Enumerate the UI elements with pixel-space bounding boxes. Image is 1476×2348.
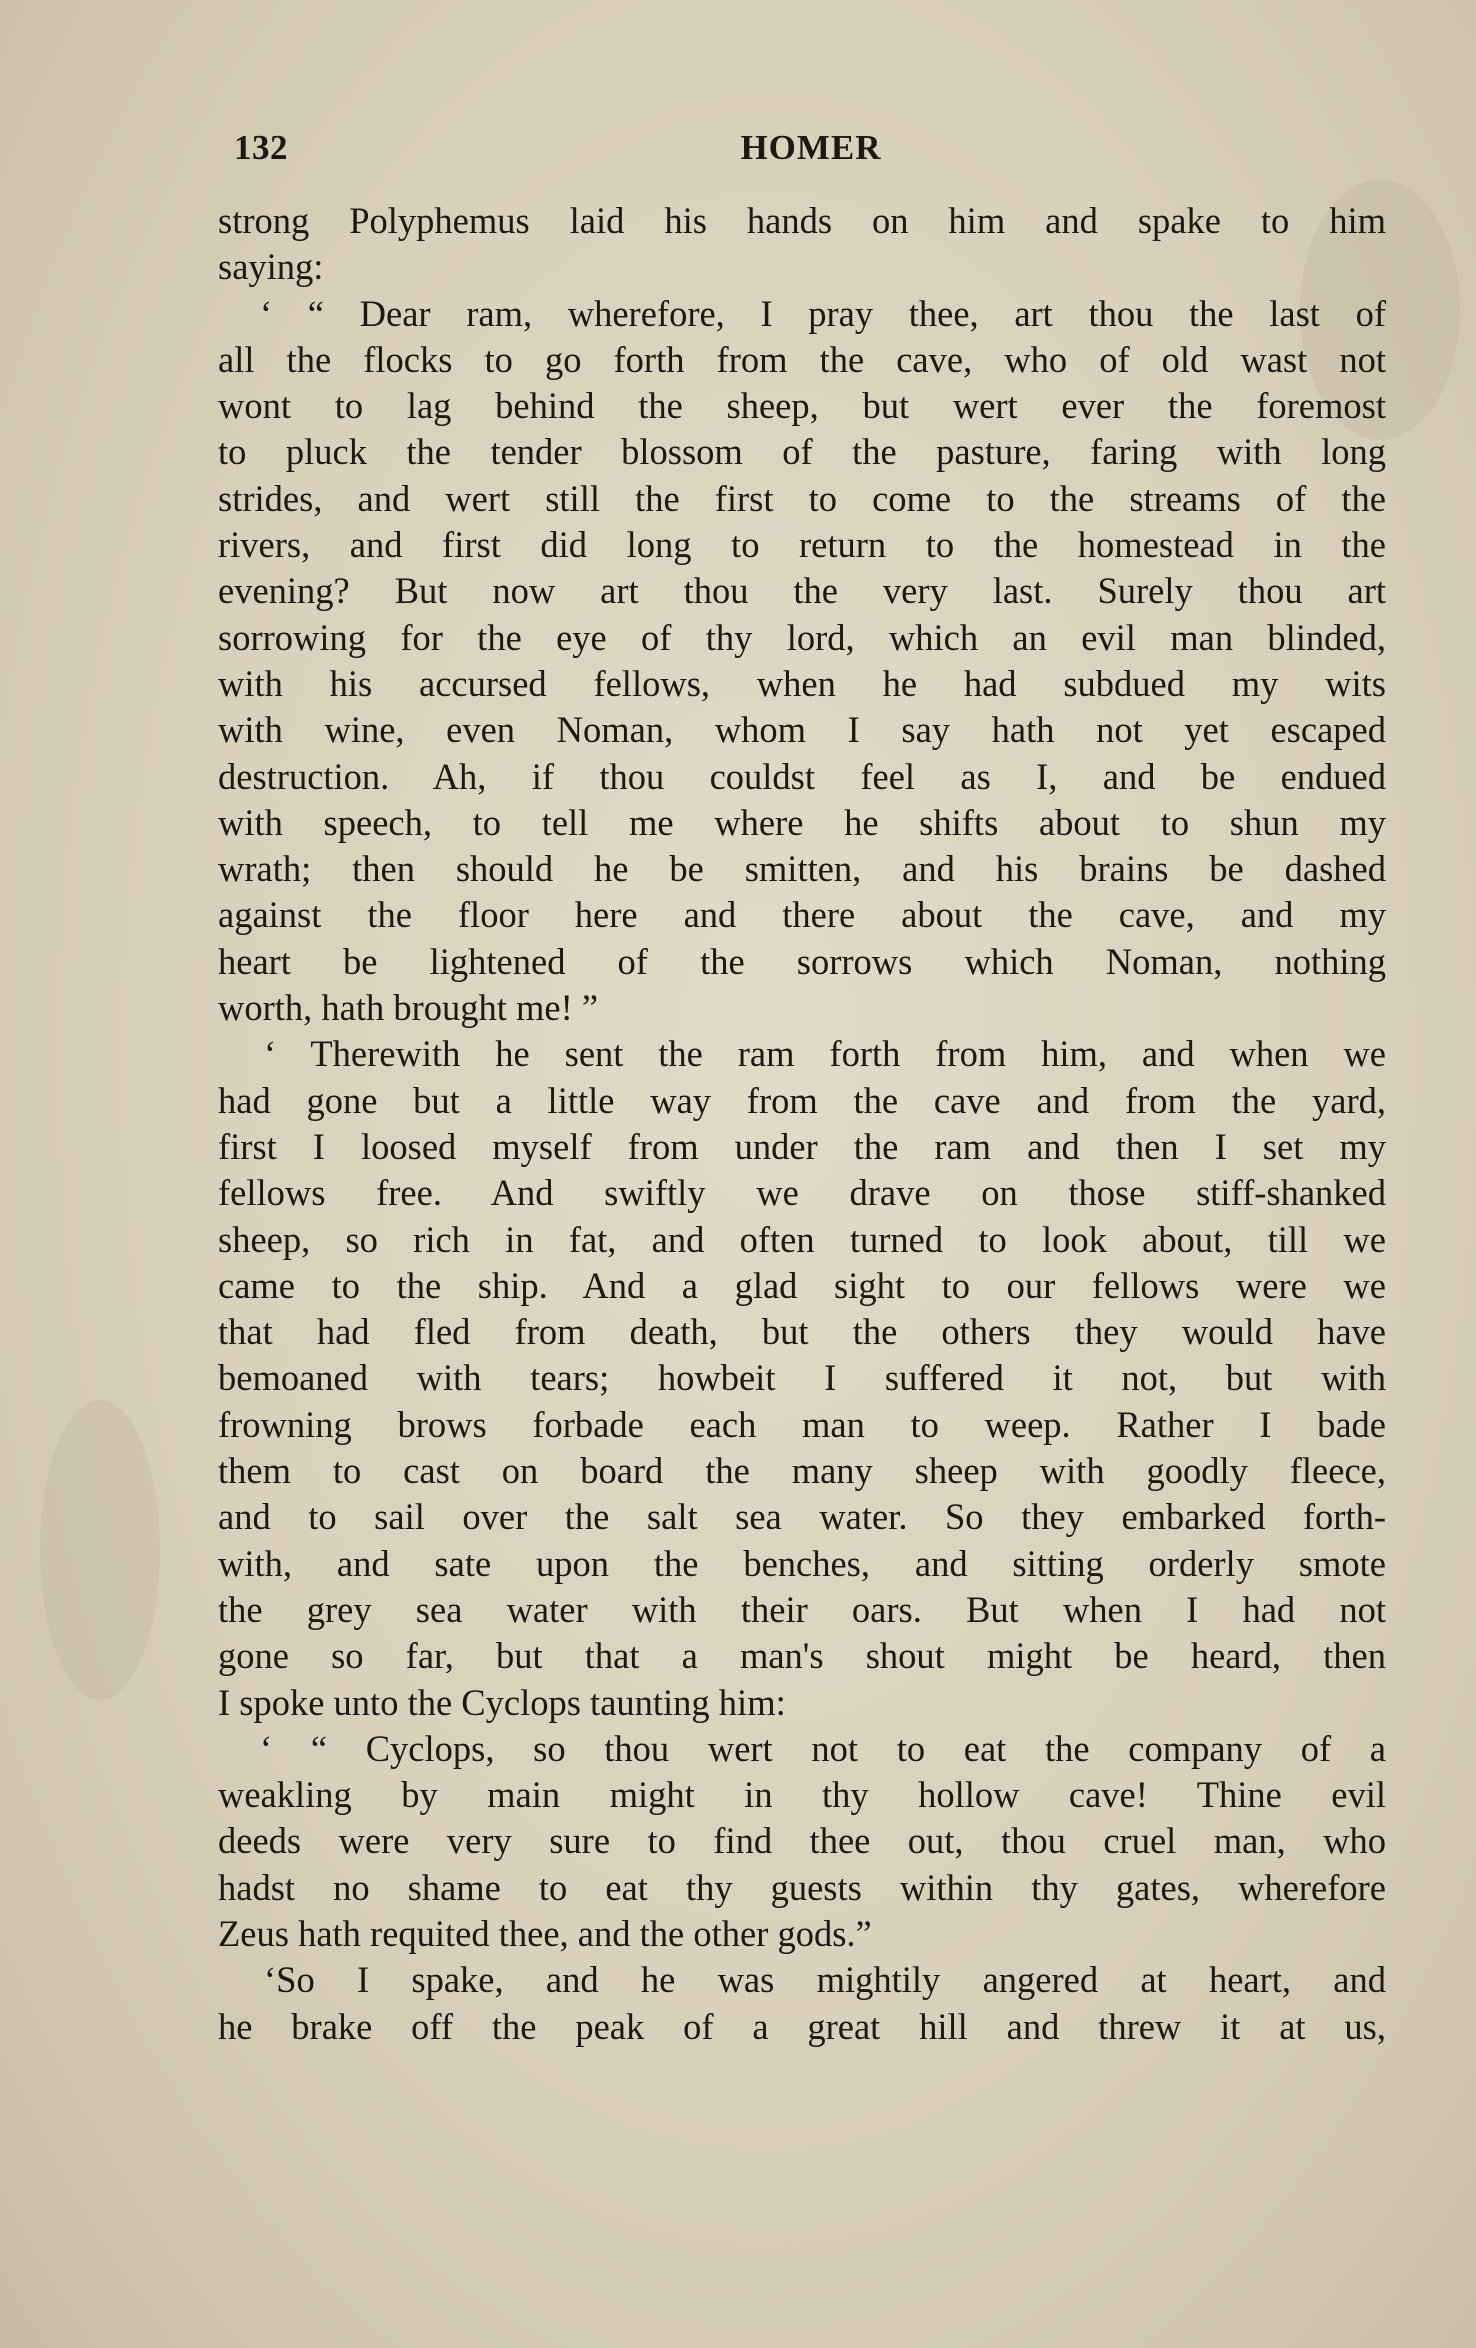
text-line: with speech, to tell me where he shifts about to shun my [218, 801, 1386, 843]
text-line: strong Polyphemus laid his hands on him and spake to him [218, 200, 1386, 241]
text-line: wont to lag behind the sheep, but wert ever the foremost [218, 385, 1386, 427]
text-line: to pluck the tender blossom of the pasture, faring with long [218, 431, 1386, 473]
text-line: frowning brows forbade each man to weep. Rather I bade [218, 1403, 1386, 1445]
text-line: worth, hath brought me! ” [218, 987, 599, 1029]
text-line: Zeus hath requited thee, and the other gods.” [218, 1912, 872, 1954]
text-line: sorrowing for the eye of thy lord, which an evil man blinded, [218, 616, 1386, 658]
text-line: with wine, even Noman, whom I say hath not yet escaped [218, 709, 1386, 751]
text-line: wrath; then should he be smitten, and his brains be dashed [218, 848, 1386, 890]
text-line: ‘So I spake, and he was mightily angered at heart, and [264, 1959, 1386, 2001]
text-line: bemoaned with tears; howbeit I suffered it not, but with [218, 1357, 1386, 1399]
text-line: saying: [218, 246, 324, 288]
text-line: came to the ship. And a glad sight to our fellows were we [218, 1264, 1386, 1306]
text-line: ‘ “ Dear ram, wherefore, I pray thee, art thou the last of [260, 292, 1386, 334]
text-line: with his accursed fellows, when he had subdued my wits [218, 662, 1386, 704]
text-line: destruction. Ah, if thou couldst feel as I, and be endued [218, 755, 1386, 797]
text-line: the grey sea water with their oars. But when I had not [218, 1588, 1386, 1630]
book-title: HOMER [740, 128, 882, 167]
text-line: ‘ “ Cyclops, so thou wert not to eat the company of a [260, 1727, 1386, 1769]
text-line: he brake off the peak of a great hill and threw it at us, [218, 2005, 1386, 2047]
text-line: evening? But now art thou the very last. Surely thou art [218, 570, 1386, 612]
paper-stain [40, 1400, 160, 1700]
text-line: had gone but a little way from the cave and from the yard, [218, 1079, 1386, 1121]
text-line: deeds were very sure to find thee out, thou cruel man, who [218, 1820, 1386, 1862]
text-line: ‘ Therewith he sent the ram forth from him, and when we [264, 1033, 1386, 1075]
text-line: sheep, so rich in fat, and often turned to look about, till we [218, 1218, 1386, 1260]
text-line: first I loosed myself from under the ram and then I set my [218, 1125, 1386, 1167]
text-line: that had fled from death, but the others they would have [218, 1311, 1386, 1353]
text-line: against the floor here and there about the cave, and my [218, 894, 1386, 936]
text-line: heart be lightened of the sorrows which Noman, nothing [218, 940, 1386, 982]
body-text [218, 198, 1386, 2050]
text-line: with, and sate upon the benches, and sitting orderly smote [218, 1542, 1386, 1584]
text-line: them to cast on board the many sheep with goodly fleece, [218, 1450, 1386, 1492]
text-line: strides, and wert still the first to come to the streams of the [218, 477, 1386, 519]
page-number: 132 [234, 128, 288, 167]
text-line: all the flocks to go forth from the cave, who of old wast not [218, 338, 1386, 380]
text-line: gone so far, but that a man's shout might be heard, then [218, 1635, 1386, 1677]
text-line: and to sail over the salt sea water. So they embarked forth- [218, 1496, 1386, 1538]
running-head [234, 128, 1388, 172]
text-line: hadst no shame to eat thy guests within thy gates, wherefore [218, 1866, 1386, 1908]
text-line: fellows free. And swiftly we drave on those stiff-shanked [218, 1172, 1386, 1214]
text-line: I spoke unto the Cyclops taunting him: [218, 1681, 786, 1723]
text-line: rivers, and first did long to return to the homestead in the [218, 524, 1386, 566]
text-line: weakling by main might in thy hollow cave! Thine evil [218, 1774, 1386, 1816]
